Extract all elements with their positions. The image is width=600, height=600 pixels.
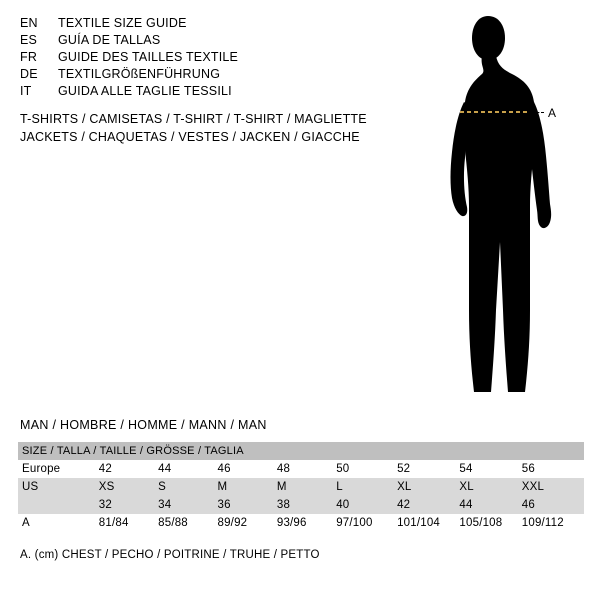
cell: XL bbox=[397, 478, 459, 496]
cell: 109/112 bbox=[522, 514, 584, 532]
language-text: GUIDE DES TAILLES TEXTILE bbox=[58, 50, 239, 64]
table-row bbox=[18, 496, 584, 514]
table-row bbox=[18, 460, 584, 478]
cell: 93/96 bbox=[277, 514, 336, 532]
male-silhouette-figure bbox=[400, 10, 600, 405]
cell: 101/104 bbox=[397, 514, 459, 532]
language-row bbox=[20, 67, 380, 84]
cell: 44 bbox=[158, 460, 217, 478]
category-tshirts: T-SHIRTS / CAMISETAS / T-SHIRT / T-SHIRT / MAGLIETTE bbox=[20, 112, 367, 126]
cell: 44 bbox=[459, 496, 521, 514]
category-jackets: JACKETS / CHAQUETAS / VESTES / JACKEN / GIACCHE bbox=[20, 130, 360, 144]
cell: 38 bbox=[277, 496, 336, 514]
cell: 52 bbox=[397, 460, 459, 478]
silhouette-icon bbox=[400, 10, 600, 405]
language-list bbox=[20, 16, 380, 101]
language-row bbox=[20, 16, 380, 33]
cell: S bbox=[158, 478, 217, 496]
language-row bbox=[20, 33, 380, 50]
cell: 34 bbox=[158, 496, 217, 514]
cell: M bbox=[277, 478, 336, 496]
language-row bbox=[20, 50, 380, 67]
language-code: IT bbox=[20, 84, 32, 98]
cell: XXL bbox=[522, 478, 584, 496]
row-label: A bbox=[18, 514, 99, 532]
language-text: GUÍA DE TALLAS bbox=[58, 33, 161, 47]
language-code: EN bbox=[20, 16, 38, 30]
cell: 56 bbox=[522, 460, 584, 478]
marker-leader-line bbox=[527, 112, 544, 113]
table-row bbox=[18, 514, 584, 532]
cell: 40 bbox=[336, 496, 397, 514]
table-row bbox=[18, 478, 584, 496]
cell: 46 bbox=[522, 496, 584, 514]
cell: XS bbox=[99, 478, 158, 496]
row-label: US bbox=[18, 478, 99, 496]
category-list bbox=[20, 110, 420, 146]
cell: 105/108 bbox=[459, 514, 521, 532]
cell: 46 bbox=[217, 460, 276, 478]
row-label bbox=[18, 496, 99, 514]
cell: 32 bbox=[99, 496, 158, 514]
cell: L bbox=[336, 478, 397, 496]
row-label: Europe bbox=[18, 460, 99, 478]
cell: 36 bbox=[217, 496, 276, 514]
cell: 97/100 bbox=[336, 514, 397, 532]
table-header-label: SIZE / TALLA / TAILLE / GRÖSSE / TAGLIA bbox=[18, 442, 584, 460]
table-header-row bbox=[18, 442, 584, 460]
language-code: DE bbox=[20, 67, 38, 81]
cell: 48 bbox=[277, 460, 336, 478]
language-text: GUIDA ALLE TAGLIE TESSILI bbox=[58, 84, 232, 98]
language-text: TEXTILE SIZE GUIDE bbox=[58, 16, 187, 30]
footnote: A. (cm) CHEST / PECHO / POITRINE / TRUHE / PETTO bbox=[20, 549, 320, 561]
cell: 42 bbox=[99, 460, 158, 478]
language-text: TEXTILGRÖßENFÜHRUNG bbox=[58, 67, 221, 81]
size-table bbox=[18, 442, 584, 532]
cell: M bbox=[217, 478, 276, 496]
cell: 89/92 bbox=[217, 514, 276, 532]
table-title: MAN / HOMBRE / HOMME / MANN / MAN bbox=[20, 418, 267, 432]
language-code: ES bbox=[20, 33, 38, 47]
language-code: FR bbox=[20, 50, 38, 64]
cell: 85/88 bbox=[158, 514, 217, 532]
cell: 42 bbox=[397, 496, 459, 514]
marker-label-a: A bbox=[548, 106, 557, 120]
cell: 50 bbox=[336, 460, 397, 478]
cell: 54 bbox=[459, 460, 521, 478]
language-row bbox=[20, 84, 380, 101]
cell: 81/84 bbox=[99, 514, 158, 532]
cell: XL bbox=[459, 478, 521, 496]
